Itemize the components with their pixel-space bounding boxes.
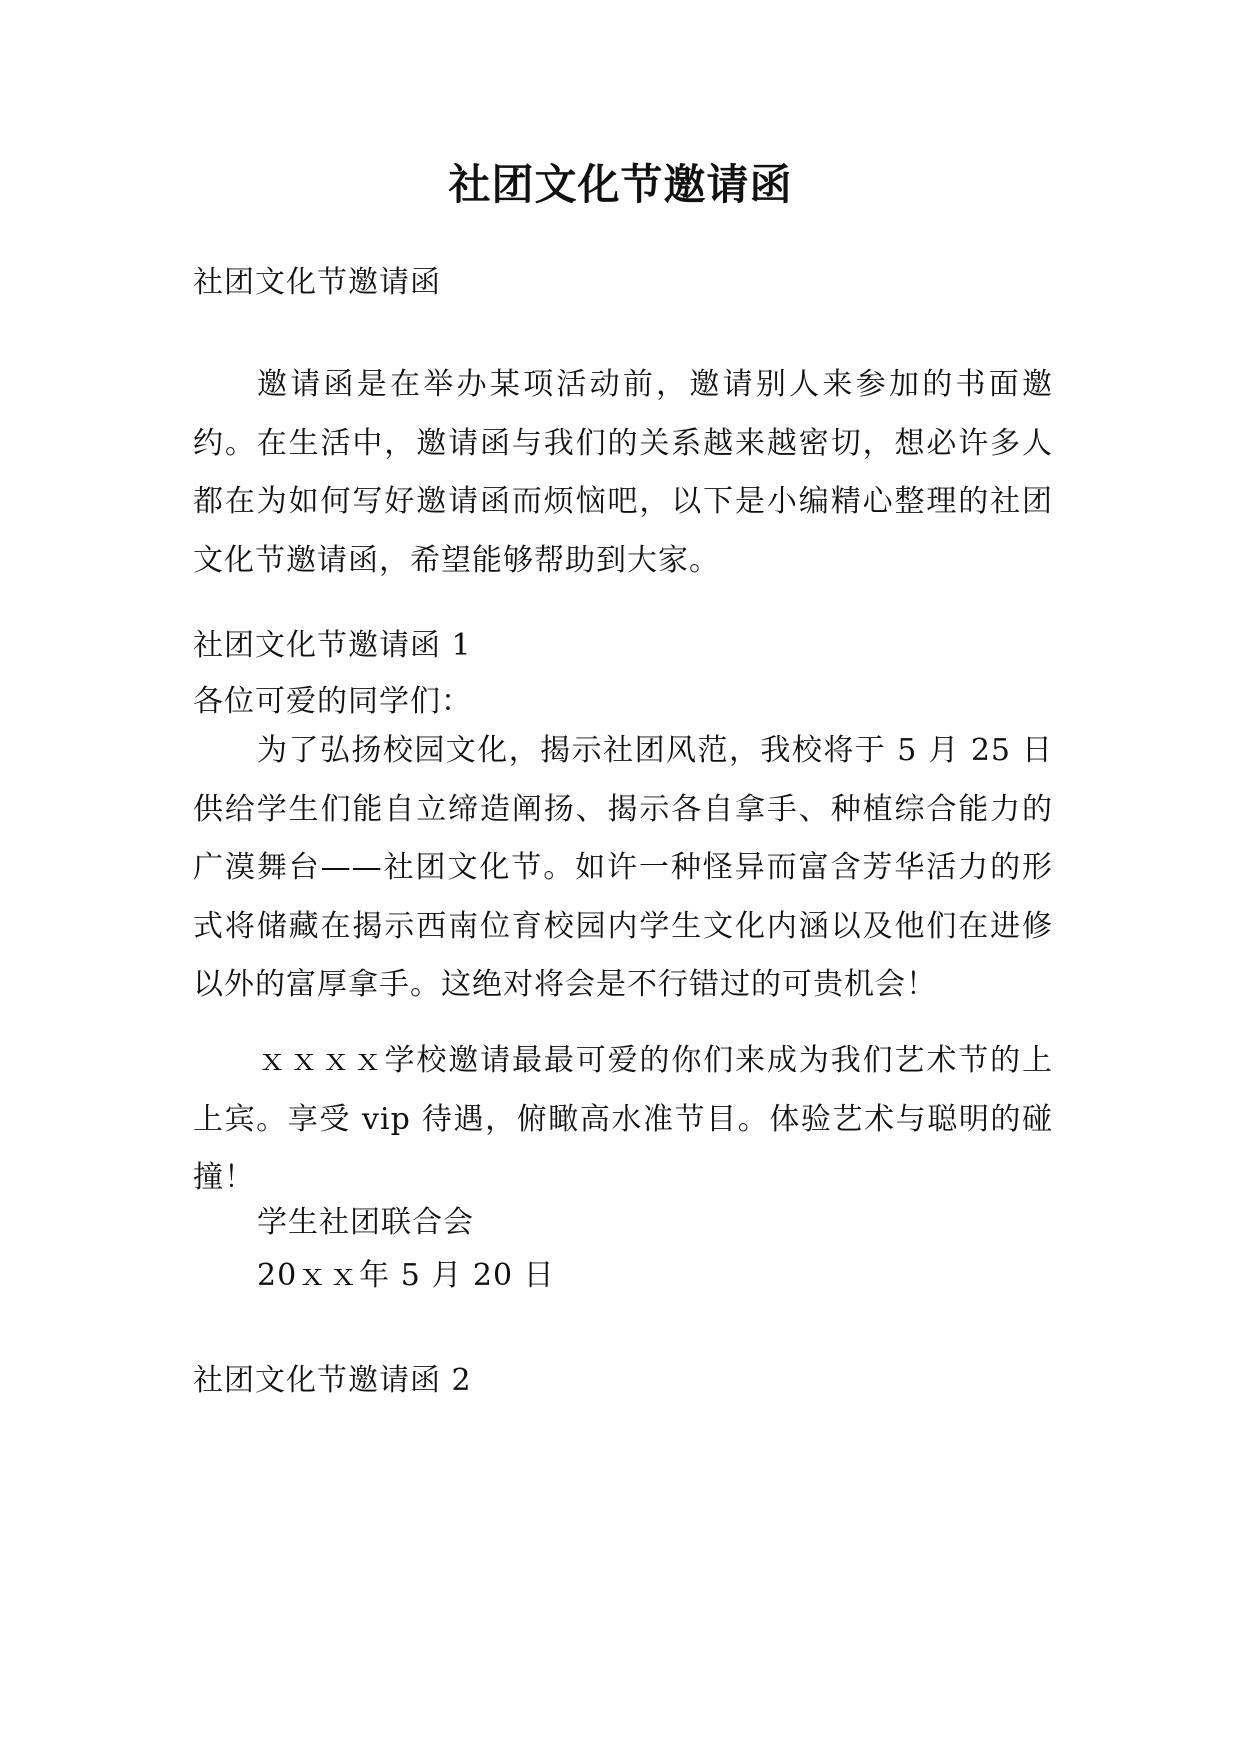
signature: 学生社团联合会 [257,1205,474,1240]
intro-paragraph: 邀请函是在举办某项活动前，邀请别人来参加的书面邀约。在生活中，邀请函与我们的关系越来越密切，想必许多人都在为如何写好邀请函而烦恼吧，以下是小编精心整理的社团文化节邀请函，希望能够帮助到大家。 [193,367,1053,578]
signature-date: 20ｘｘ年 5 月 20 日 [257,1258,555,1293]
document-title: 社团文化节邀请函 [448,160,793,209]
salutation: 各位可爱的同学们： [193,684,472,719]
section2-heading: 社团文化节邀请函 2 [193,1363,472,1398]
section1-heading: 社团文化节邀请函 1 [193,628,472,663]
document-subtitle: 社团文化节邀请函 [193,265,441,300]
section1-paragraph-1: 为了弘扬校园文化，揭示社团风范，我校将于 5 月 25 日供给学生们能自立缔造阐扬、揭示各自拿手、种植综合能力的广漠舞台——社团文化节。如许一种怪异而富含芳华活力的形式将储藏在揭示西南位育校园内学生文化内涵以及他们在进修以外的富厚拿手。这绝对将会是不行错过的可贵机会！ [193,733,1053,1002]
section1-paragraph-2: ｘｘｘｘ学校邀请最最可爱的你们来成为我们艺术节的上上宾。享受 vip 待遇，俯瞰高水准节目。体验艺术与聪明的碰撞！ [193,1043,1053,1195]
